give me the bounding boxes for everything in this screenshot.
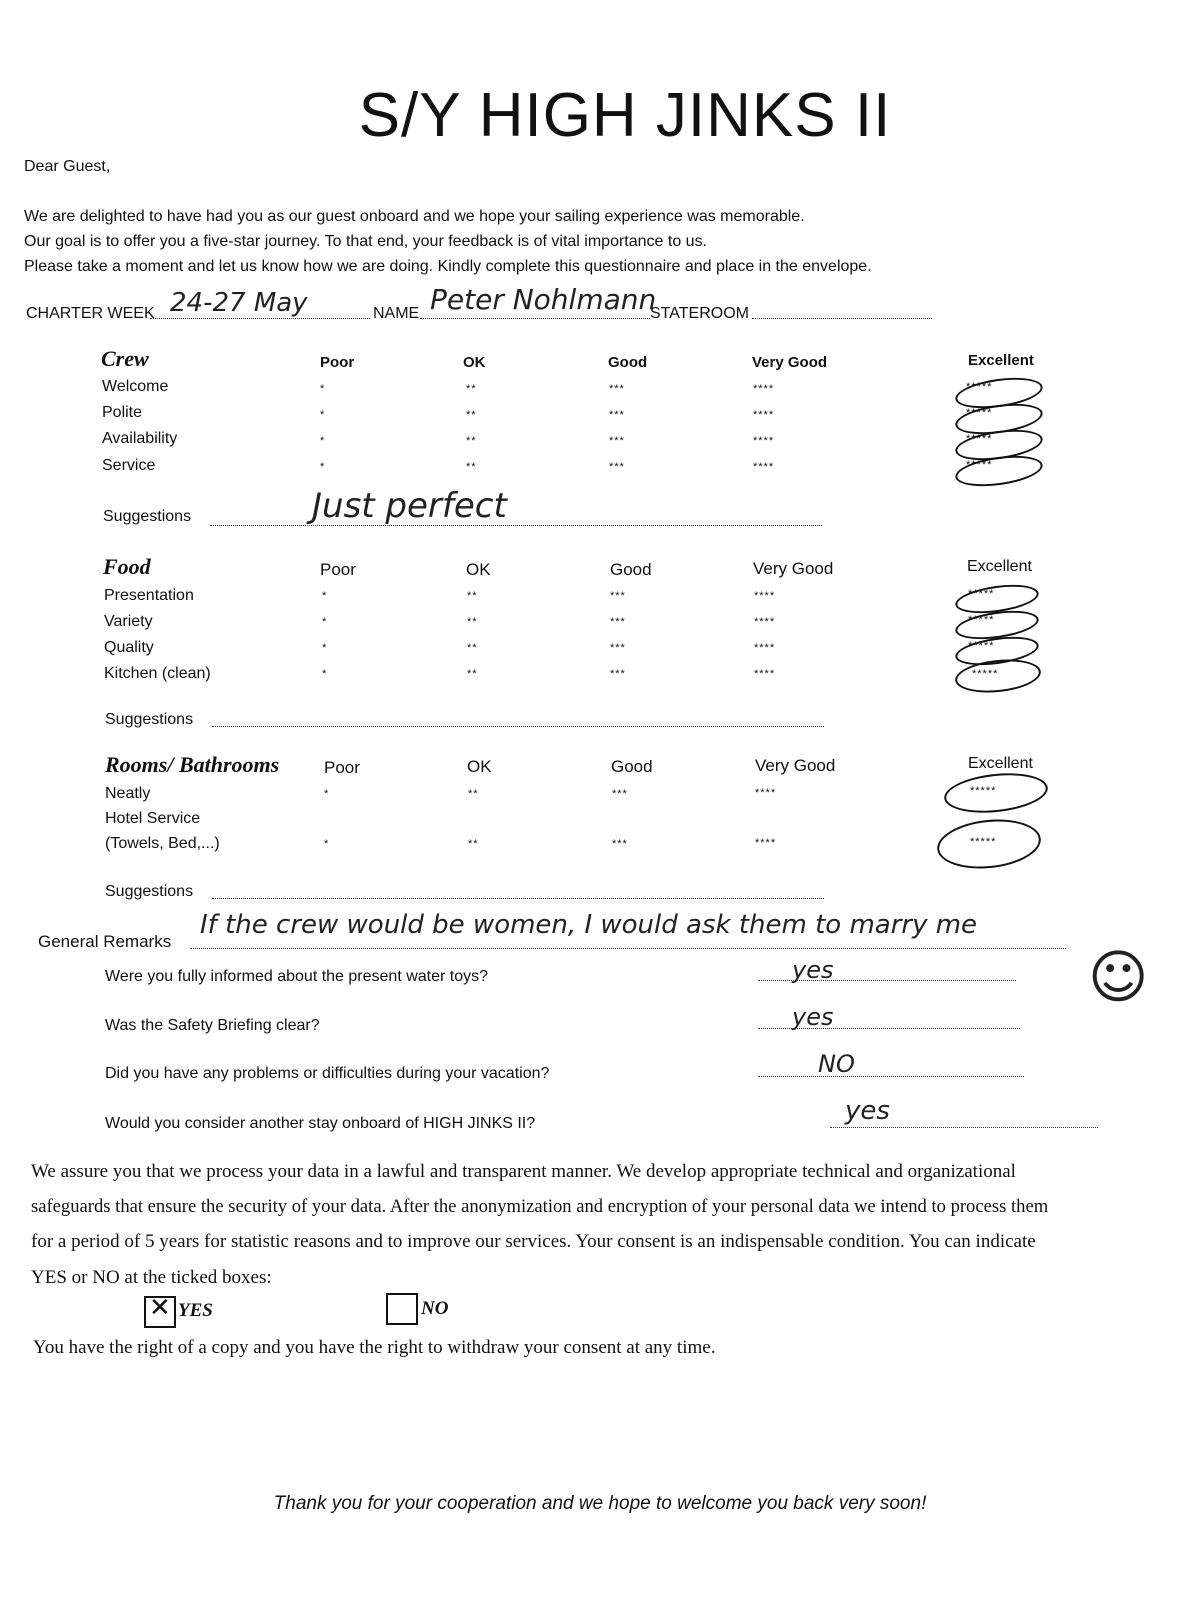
crew-polite-good[interactable]: *** [609,409,625,421]
food-col-very-good: Very Good [753,559,834,578]
crew-row-welcome: Welcome [102,378,169,395]
food-kitchen-very-good[interactable]: **** [754,668,776,680]
crew-col-good: Good [608,354,648,371]
food-presentation-good[interactable]: *** [610,590,626,602]
charter-week-value[interactable]: 24-27 May [170,288,308,318]
rooms-neatly-good[interactable]: *** [612,788,628,800]
food-col-good: Good [610,560,652,579]
food-suggestions-line[interactable] [212,726,824,727]
rooms-col-poor: Poor [324,758,360,777]
rooms-neatly-poor[interactable]: * [324,788,330,800]
answer-safety-briefing[interactable]: yes [792,1003,834,1031]
rooms-hotel-very-good[interactable]: **** [755,837,777,849]
answer-water-toys[interactable]: yes [792,956,834,984]
food-suggestions-label: Suggestions [105,711,194,728]
thanks-footer: Thank you for your cooperation and we hope to welcome you back very soon! [273,1493,927,1514]
charter-week-line [150,318,370,319]
charter-week-label: CHARTER WEEK [26,305,155,322]
crew-availability-good[interactable]: *** [609,435,625,447]
food-presentation-poor[interactable]: * [322,590,328,602]
intro-line-3: Please take a moment and let us know how we are doing. Kindly complete this questionnaire and place in the envelope. [24,258,872,275]
food-quality-ok[interactable]: ** [467,642,478,654]
intro-line-2: Our goal is to offer you a five-star journey. To that end, your feedback is of vital importance to us. [24,233,708,250]
check-mark-icon: ✕ [149,1292,171,1322]
rooms-hotel-ok[interactable]: ** [468,838,479,850]
rooms-neatly-ok[interactable]: ** [468,788,479,800]
rooms-neatly-very-good[interactable]: **** [755,787,777,799]
food-quality-very-good[interactable]: **** [754,642,776,654]
crew-suggestions-label: Suggestions [103,508,192,525]
crew-service-very-good[interactable]: **** [753,461,775,473]
page-title: S/Y HIGH JINKS II [358,81,892,150]
answer-line-problems [758,1076,1024,1077]
rooms-row-neatly: Neatly [105,785,151,802]
rooms-heading: Rooms/ Bathrooms [105,752,280,777]
food-variety-excellent[interactable]: ***** [968,614,995,626]
crew-col-excellent: Excellent [968,352,1034,369]
crew-polite-excellent[interactable]: ***** [966,407,993,419]
rooms-neatly-circle [942,769,1049,818]
crew-availability-very-good[interactable]: **** [753,435,775,447]
crew-welcome-good[interactable]: *** [609,383,625,395]
rooms-col-very-good: Very Good [755,756,836,775]
crew-row-service: Service [102,457,156,474]
consent-no-checkbox[interactable] [386,1293,418,1325]
consent-yes-checkbox[interactable] [144,1292,176,1328]
rooms-col-good: Good [611,757,653,776]
crew-welcome-poor[interactable]: * [320,383,326,395]
privacy-line-4: YES or NO at the ticked boxes: [31,1267,272,1288]
crew-service-poor[interactable]: * [320,461,326,473]
rooms-suggestions-line[interactable] [212,898,824,899]
crew-welcome-ok[interactable]: ** [466,383,477,395]
food-col-excellent: Excellent [967,558,1032,575]
crew-col-very-good: Very Good [752,354,828,371]
rooms-row-hotel-service: Hotel Service [105,810,201,827]
smiley-icon: ☺ [1088,943,1149,1011]
crew-availability-ok[interactable]: ** [466,435,477,447]
general-remarks-line [190,948,1066,949]
rooms-hotel-good[interactable]: *** [612,838,628,850]
crew-service-ok[interactable]: ** [466,461,477,473]
food-kitchen-good[interactable]: *** [610,668,626,680]
privacy-line-3: for a period of 5 years for statistic reasons and to improve our services. Your consent is an indispensable condition. You can indicate [31,1231,1036,1252]
food-row-variety: Variety [104,613,153,630]
food-row-quality: Quality [104,639,154,656]
rooms-hotel-excellent[interactable]: ***** [970,836,997,848]
answer-problems[interactable]: NO [818,1050,855,1078]
food-presentation-excellent[interactable]: ***** [968,588,995,600]
consent-no-label: NO [421,1298,449,1319]
rooms-hotel-circle [935,815,1043,874]
rights-text: You have the right of a copy and you have the right to withdraw your consent at any time. [33,1337,716,1358]
crew-welcome-excellent[interactable]: ***** [966,381,993,393]
food-quality-poor[interactable]: * [322,642,328,654]
crew-polite-ok[interactable]: ** [466,409,477,421]
food-variety-very-good[interactable]: **** [754,616,776,628]
general-remarks-value[interactable]: If the crew would be women, I would ask them to marry me [200,910,978,940]
rooms-col-ok: OK [467,757,492,776]
question-water-toys: Were you fully informed about the present water toys? [105,968,489,985]
name-line [420,318,650,319]
answer-line-another-stay [830,1127,1098,1128]
crew-service-excellent[interactable]: ***** [966,459,993,471]
rooms-suggestions-label: Suggestions [105,883,194,900]
stateroom-line[interactable] [752,318,932,319]
rooms-hotel-poor[interactable]: * [324,838,330,850]
crew-polite-very-good[interactable]: **** [753,409,775,421]
food-kitchen-excellent[interactable]: ***** [972,668,999,680]
food-presentation-ok[interactable]: ** [467,590,478,602]
food-quality-excellent[interactable]: ***** [968,640,995,652]
greeting: Dear Guest, [24,158,111,175]
crew-heading: Crew [101,346,149,371]
crew-welcome-very-good[interactable]: **** [753,383,775,395]
food-col-ok: OK [466,560,491,579]
crew-suggestions-value[interactable]: Just perfect [312,486,507,526]
answer-another-stay[interactable]: yes [845,1096,890,1126]
name-label: NAME [373,305,420,322]
general-remarks-label: General Remarks [38,932,172,951]
food-variety-ok[interactable]: ** [467,616,478,628]
crew-service-good[interactable]: *** [609,461,625,473]
crew-col-poor: Poor [320,354,355,371]
food-col-poor: Poor [320,560,356,579]
question-another-stay: Would you consider another stay onboard of HIGH JINKS II? [105,1115,536,1132]
food-heading: Food [103,554,151,579]
rooms-neatly-excellent[interactable]: ***** [970,785,997,797]
name-value[interactable]: Peter Nohlmann [430,283,657,316]
crew-row-availability: Availability [102,430,178,447]
rooms-row-towels-bed: (Towels, Bed,...) [105,835,220,852]
food-row-kitchen: Kitchen (clean) [104,665,211,682]
privacy-line-1: We assure you that we process your data in a lawful and transparent manner. We develop appropriate technical and organizational [31,1161,1016,1182]
rooms-col-excellent: Excellent [968,755,1033,772]
crew-availability-excellent[interactable]: ***** [966,433,993,445]
intro-line-1: We are delighted to have had you as our guest onboard and we hope your sailing experience was memorable. [24,208,805,225]
food-kitchen-ok[interactable]: ** [467,668,478,680]
crew-suggestions-line[interactable] [210,525,822,526]
question-safety-briefing: Was the Safety Briefing clear? [105,1017,320,1034]
crew-row-polite: Polite [102,404,143,421]
stateroom-label: STATEROOM [650,305,749,322]
food-quality-good[interactable]: *** [610,642,626,654]
consent-yes-label: YES [178,1300,213,1321]
food-presentation-very-good[interactable]: **** [754,590,776,602]
question-problems: Did you have any problems or difficulties during your vacation? [105,1065,550,1082]
crew-availability-poor[interactable]: * [320,435,326,447]
food-row-presentation: Presentation [104,587,194,604]
crew-polite-poor[interactable]: * [320,409,326,421]
crew-col-ok: OK [463,354,486,371]
privacy-line-2: safeguards that ensure the security of your data. After the anonymization and encryption of your personal data we intend to process them [31,1196,1049,1217]
food-variety-good[interactable]: *** [610,616,626,628]
food-variety-poor[interactable]: * [322,616,328,628]
food-kitchen-poor[interactable]: * [322,668,328,680]
